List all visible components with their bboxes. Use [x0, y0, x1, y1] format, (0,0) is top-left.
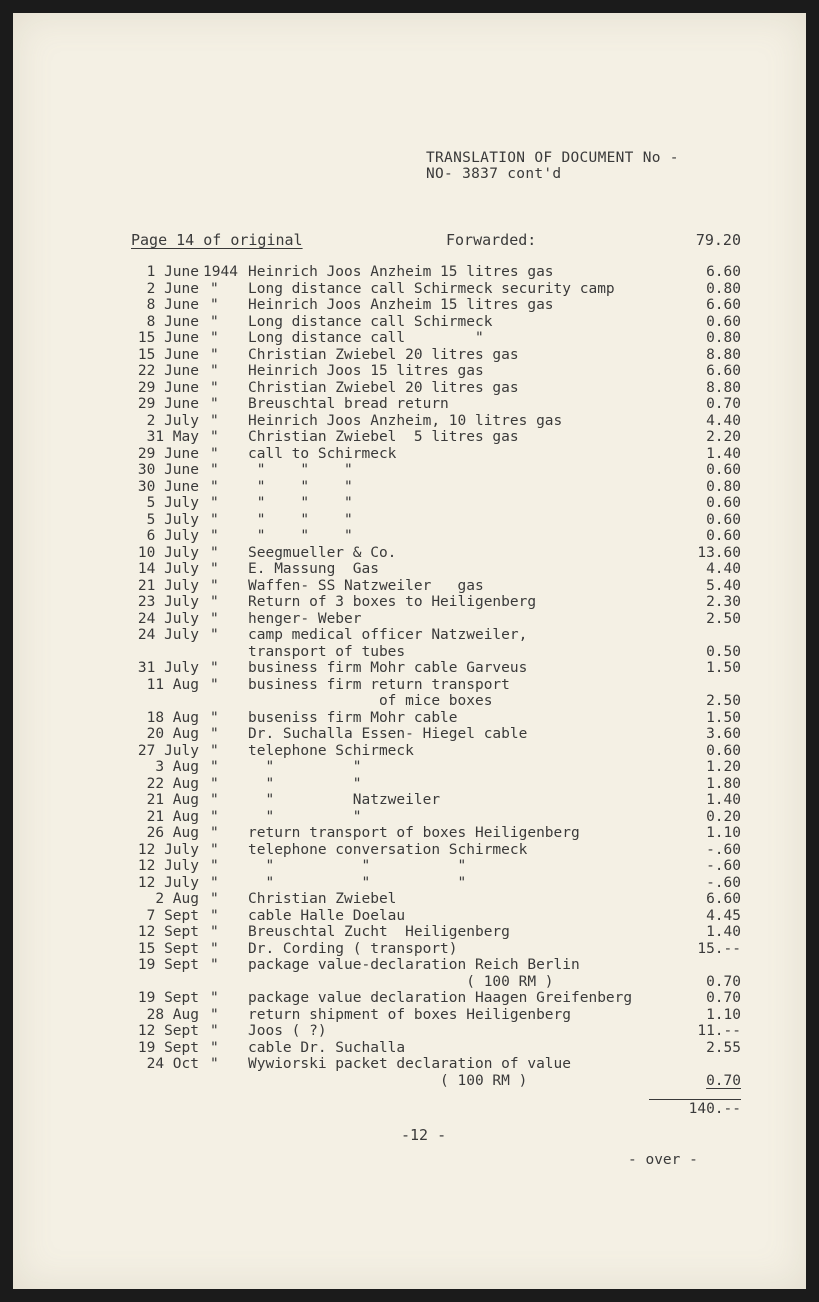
- ledger-row: [13, 264, 806, 281]
- ditto-mark: ": [210, 462, 219, 478]
- entry-amount: 0.60: [706, 313, 741, 330]
- ditto-mark: ": [210, 280, 219, 297]
- ledger-row: [13, 380, 806, 397]
- ditto-mark: ": [210, 627, 219, 643]
- entry-description: camp medical officer Natzweiler,: [248, 627, 528, 643]
- ledger-row: [13, 627, 806, 644]
- ledger-row: [13, 1023, 806, 1040]
- entry-amount: -.60: [706, 841, 741, 858]
- entry-description: Heinrich Joos Anzheim 15 litres gas: [248, 297, 554, 313]
- document-page: [13, 13, 806, 1289]
- entry-amount: 4.40: [706, 412, 741, 429]
- entry-date: 31 May: [146, 429, 199, 445]
- entry-description: Christian Zwiebel 5 litres gas: [248, 429, 519, 445]
- entry-description: " ": [248, 759, 362, 775]
- entry-amount: 2.50: [706, 610, 741, 627]
- entry-amount: 8.80: [706, 379, 741, 396]
- ledger-row: [13, 957, 806, 974]
- entry-date: 10 July: [137, 544, 199, 561]
- ditto-mark: ": [210, 330, 219, 346]
- entry-amount: 0.60: [706, 742, 741, 759]
- ditto-mark: ": [210, 346, 219, 363]
- entry-date: 19 Sept: [137, 957, 199, 973]
- ditto-mark: ": [210, 445, 219, 462]
- entry-date: 2 Aug: [155, 891, 199, 907]
- ditto-mark: ": [210, 1039, 219, 1056]
- ledger-row: [13, 875, 806, 892]
- ditto-mark: ": [210, 1023, 219, 1039]
- translation-title: TRANSLATION OF DOCUMENT No -: [426, 150, 679, 166]
- ledger-row: [13, 759, 806, 776]
- ditto-mark: ": [210, 726, 219, 742]
- entry-year: 1944: [203, 264, 238, 280]
- entry-date: 12 Sept: [137, 924, 199, 940]
- entry-date: 26 Aug: [146, 825, 199, 841]
- entry-date: 15 Sept: [137, 940, 199, 957]
- entry-amount: 0.70: [706, 973, 741, 990]
- entry-description: Waffen- SS Natzweiler gas: [248, 577, 484, 594]
- entry-description: buseniss firm Mohr cable: [248, 709, 458, 726]
- ledger-row: [13, 611, 806, 628]
- ledger-row: [13, 1007, 806, 1024]
- entry-description: " " ": [248, 511, 353, 528]
- ledger-row: [13, 545, 806, 562]
- entry-date: 8 June: [146, 297, 199, 313]
- ditto-mark: ": [210, 924, 219, 940]
- ditto-mark: ": [210, 858, 219, 874]
- entry-amount: 15.--: [697, 940, 741, 957]
- entry-date: 29 June: [137, 445, 199, 462]
- entry-date: 6 July: [146, 528, 199, 544]
- entry-description: Long distance call ": [248, 330, 484, 346]
- ledger-row: [13, 347, 806, 364]
- ledger-row: [13, 561, 806, 578]
- document-number: NO- 3837 cont'd: [426, 166, 562, 182]
- entry-description: call to Schirmeck: [248, 445, 397, 462]
- entry-description: Long distance call Schirmeck security camp: [248, 280, 615, 297]
- ledger-row: [13, 512, 806, 529]
- ledger-row: [13, 891, 806, 908]
- entry-amount: 13.60: [697, 544, 741, 561]
- ledger-row: [13, 825, 806, 842]
- ledger-row: [13, 314, 806, 331]
- entry-description: " Natzweiler: [248, 792, 441, 808]
- ledger-row: [13, 743, 806, 760]
- ledger-row: [13, 413, 806, 430]
- ditto-mark: ": [210, 891, 219, 907]
- ledger-row: [13, 924, 806, 941]
- ditto-mark: ": [210, 742, 219, 759]
- ditto-mark: ": [210, 808, 219, 825]
- ditto-mark: ": [210, 676, 219, 693]
- entry-date: 21 July: [137, 577, 199, 594]
- entry-date: 21 Aug: [146, 792, 199, 808]
- ditto-mark: ": [210, 313, 219, 330]
- entry-date: 12 July: [137, 858, 199, 874]
- ditto-mark: ": [210, 610, 219, 627]
- ledger-entries: [13, 264, 806, 1089]
- entry-amount: 2.50: [706, 693, 741, 709]
- ledger-row: [13, 776, 806, 793]
- ditto-mark: ": [210, 379, 219, 396]
- entry-amount: 0.80: [706, 330, 741, 346]
- entry-description: package value-declaration Reich Berlin: [248, 957, 580, 973]
- over-note: - over -: [628, 1152, 698, 1168]
- ledger-row: [13, 594, 806, 611]
- entry-date: 19 Sept: [137, 990, 199, 1006]
- ledger-row: [13, 1073, 806, 1090]
- entry-description: cable Halle Doelau: [248, 907, 406, 924]
- entry-date: 23 July: [137, 594, 199, 610]
- entry-date: 29 June: [137, 379, 199, 396]
- entry-date: 1 June: [146, 264, 199, 280]
- entry-description: cable Dr. Suchalla: [248, 1039, 406, 1056]
- ledger-row: [13, 842, 806, 859]
- entry-description: " " ": [248, 495, 353, 511]
- entry-amount: 1.80: [706, 775, 741, 792]
- entry-amount: 1.20: [706, 759, 741, 775]
- entry-amount: 0.60: [706, 528, 741, 544]
- entry-amount: 0.60: [706, 462, 741, 478]
- entry-description: Wywiorski packet declaration of value: [248, 1056, 572, 1072]
- page-number: -12 -: [401, 1126, 447, 1144]
- entry-amount: 2.55: [706, 1039, 741, 1056]
- entry-description: Return of 3 boxes to Heiligenberg: [248, 594, 537, 610]
- entry-amount: 5.40: [706, 577, 741, 594]
- entry-date: 12 July: [137, 874, 199, 891]
- entry-date: 11 Aug: [146, 676, 199, 693]
- entry-date: 14 July: [137, 561, 199, 577]
- entry-description: transport of tubes: [248, 643, 406, 660]
- ditto-mark: ": [210, 907, 219, 924]
- entry-amount: 0.50: [706, 643, 741, 660]
- forwarded-amount: 79.20: [695, 231, 741, 249]
- ledger-row: [13, 528, 806, 545]
- entry-amount: -.60: [706, 858, 741, 874]
- ledger-row: [13, 363, 806, 380]
- ledger-row: [13, 908, 806, 925]
- entry-description: package value declaration Haagen Greifenberg: [248, 990, 633, 1006]
- entry-amount: 0.70: [706, 990, 741, 1006]
- entry-amount: 0.80: [706, 478, 741, 495]
- ledger-row: [13, 726, 806, 743]
- entry-amount: 0.70: [706, 396, 741, 412]
- ditto-mark: ": [210, 511, 219, 528]
- ditto-mark: ": [210, 297, 219, 313]
- entry-date: 27 July: [137, 742, 199, 759]
- ledger-row: [13, 396, 806, 413]
- entry-date: 31 July: [137, 660, 199, 676]
- ditto-mark: ": [210, 396, 219, 412]
- entry-date: 30 June: [137, 478, 199, 495]
- entry-amount: 3.60: [706, 726, 741, 742]
- ditto-mark: ": [210, 990, 219, 1006]
- entry-amount: 8.80: [706, 346, 741, 363]
- entry-date: 29 June: [137, 396, 199, 412]
- ditto-mark: ": [210, 660, 219, 676]
- ditto-mark: ": [210, 940, 219, 957]
- entry-description: Christian Zwiebel 20 litres gas: [248, 346, 519, 363]
- entry-description: E. Massung Gas: [248, 561, 379, 577]
- ditto-mark: ": [210, 841, 219, 858]
- entry-description: ( 100 RM ): [248, 1072, 528, 1089]
- entry-description: Dr. Cording ( transport): [248, 940, 458, 957]
- ledger-row: [13, 330, 806, 347]
- entry-amount: 4.40: [706, 561, 741, 577]
- entry-amount: 0.80: [706, 280, 741, 297]
- entry-description: " " ": [248, 462, 353, 478]
- ditto-mark: ": [210, 528, 219, 544]
- ledger-row: [13, 1040, 806, 1057]
- ditto-mark: ": [210, 957, 219, 973]
- entry-description: Breuschtal bread return: [248, 396, 449, 412]
- entry-description: " ": [248, 775, 362, 792]
- entry-amount: 1.50: [706, 709, 741, 726]
- entry-amount: 6.60: [706, 264, 741, 280]
- ledger-row: [13, 990, 806, 1007]
- ledger-row: [13, 1056, 806, 1073]
- entry-description: return transport of boxes Heiligenberg: [248, 825, 580, 841]
- entry-description: of mice boxes: [248, 693, 493, 709]
- entry-date: 7 Sept: [146, 907, 199, 924]
- ditto-mark: ": [210, 412, 219, 429]
- ditto-mark: ": [210, 1056, 219, 1072]
- ditto-mark: ": [210, 792, 219, 808]
- entry-date: 21 Aug: [146, 808, 199, 825]
- entry-description: Heinrich Joos 15 litres gas: [248, 363, 484, 379]
- entry-description: telephone conversation Schirmeck: [248, 841, 528, 858]
- ledger-row: [13, 578, 806, 595]
- entry-date: 5 July: [146, 495, 199, 511]
- entry-description: Breuschtal Zucht Heiligenberg: [248, 924, 510, 940]
- ditto-mark: ": [210, 594, 219, 610]
- entry-date: 15 June: [137, 330, 199, 346]
- entry-date: 19 Sept: [137, 1039, 199, 1056]
- entry-date: 2 July: [146, 412, 199, 429]
- entry-description: Christian Zwiebel 20 litres gas: [248, 379, 519, 396]
- entry-date: 28 Aug: [146, 1006, 199, 1023]
- ledger-row: [13, 644, 806, 661]
- entry-description: Christian Zwiebel: [248, 891, 397, 907]
- entry-amount: 0.60: [706, 495, 741, 511]
- entry-description: " " ": [248, 528, 353, 544]
- ledger-row: [13, 974, 806, 991]
- entry-amount: 0.70: [706, 1072, 741, 1089]
- entry-description: " " ": [248, 858, 467, 874]
- entry-amount: 11.--: [697, 1023, 741, 1039]
- entry-description: business firm return transport: [248, 676, 510, 693]
- entry-description: business firm Mohr cable Garveus: [248, 660, 528, 676]
- forwarded-label: Forwarded:: [446, 231, 537, 249]
- entry-amount: 1.40: [706, 924, 741, 940]
- entry-date: 22 June: [137, 363, 199, 379]
- ledger-row: [13, 809, 806, 826]
- ditto-mark: ": [210, 478, 219, 495]
- entry-amount: 0.60: [706, 511, 741, 528]
- entry-description: return shipment of boxes Heiligenberg: [248, 1006, 572, 1023]
- entry-date: 5 July: [146, 511, 199, 528]
- ditto-mark: ": [210, 825, 219, 841]
- ledger-row: [13, 495, 806, 512]
- entry-date: 12 July: [137, 841, 199, 858]
- ditto-mark: ": [210, 1006, 219, 1023]
- entry-amount: 1.10: [706, 825, 741, 841]
- ditto-mark: ": [210, 577, 219, 594]
- entry-date: 24 Oct: [146, 1056, 199, 1072]
- entry-description: ( 100 RM ): [248, 973, 554, 990]
- entry-description: Heinrich Joos Anzheim, 10 litres gas: [248, 412, 563, 429]
- ledger-row: [13, 462, 806, 479]
- entry-date: 20 Aug: [146, 726, 199, 742]
- entry-amount: 6.60: [706, 363, 741, 379]
- entry-date: 15 June: [137, 346, 199, 363]
- ditto-mark: ": [210, 495, 219, 511]
- entry-description: telephone Schirmeck: [248, 742, 414, 759]
- ledger-row: [13, 446, 806, 463]
- ledger-row: [13, 941, 806, 958]
- entry-description: Heinrich Joos Anzheim 15 litres gas: [248, 264, 554, 280]
- entry-description: Dr. Suchalla Essen- Hiegel cable: [248, 726, 528, 742]
- ledger-row: [13, 858, 806, 875]
- ledger-row: [13, 693, 806, 710]
- entry-amount: 2.30: [706, 594, 741, 610]
- ditto-mark: ": [210, 874, 219, 891]
- entry-amount: -.60: [706, 874, 741, 891]
- entry-amount: 1.40: [706, 445, 741, 462]
- entry-date: 8 June: [146, 313, 199, 330]
- ledger-row: [13, 281, 806, 298]
- entry-description: Seegmueller & Co.: [248, 544, 397, 561]
- entry-amount: 1.10: [706, 1006, 741, 1023]
- entry-amount: 1.40: [706, 792, 741, 808]
- entry-description: Long distance call Schirmeck: [248, 313, 493, 330]
- ledger-row: [13, 792, 806, 809]
- ledger-row: [13, 297, 806, 314]
- ledger-row: [13, 710, 806, 727]
- entry-description: " " ": [248, 874, 467, 891]
- ditto-mark: ": [210, 561, 219, 577]
- entry-description: henger- Weber: [248, 610, 362, 627]
- ledger-row: [13, 479, 806, 496]
- ditto-mark: ": [210, 429, 219, 445]
- entry-date: 24 July: [137, 610, 199, 627]
- original-page-ref: Page 14 of original: [131, 231, 303, 249]
- entry-amount: 0.20: [706, 808, 741, 825]
- entry-date: 18 Aug: [146, 709, 199, 726]
- ledger-row: [13, 429, 806, 446]
- total-amount: 140.--: [649, 1099, 741, 1117]
- ledger-row: [13, 677, 806, 694]
- entry-amount: 6.60: [706, 297, 741, 313]
- entry-date: 24 July: [137, 627, 199, 643]
- entry-date: 2 June: [146, 280, 199, 297]
- entry-amount: 1.50: [706, 660, 741, 676]
- entry-description: " ": [248, 808, 362, 825]
- entry-amount: 4.45: [706, 907, 741, 924]
- entry-date: 30 June: [137, 462, 199, 478]
- entry-description: Joos ( ?): [248, 1023, 327, 1039]
- ditto-mark: ": [210, 363, 219, 379]
- entry-date: 22 Aug: [146, 775, 199, 792]
- entry-amount: 2.20: [706, 429, 741, 445]
- entry-date: 3 Aug: [155, 759, 199, 775]
- entry-date: 12 Sept: [137, 1023, 199, 1039]
- entry-amount: 6.60: [706, 891, 741, 907]
- ditto-mark: ": [210, 544, 219, 561]
- ledger-row: [13, 660, 806, 677]
- ditto-mark: ": [210, 759, 219, 775]
- ditto-mark: ": [210, 709, 219, 726]
- entry-description: " " ": [248, 478, 353, 495]
- ditto-mark: ": [210, 775, 219, 792]
